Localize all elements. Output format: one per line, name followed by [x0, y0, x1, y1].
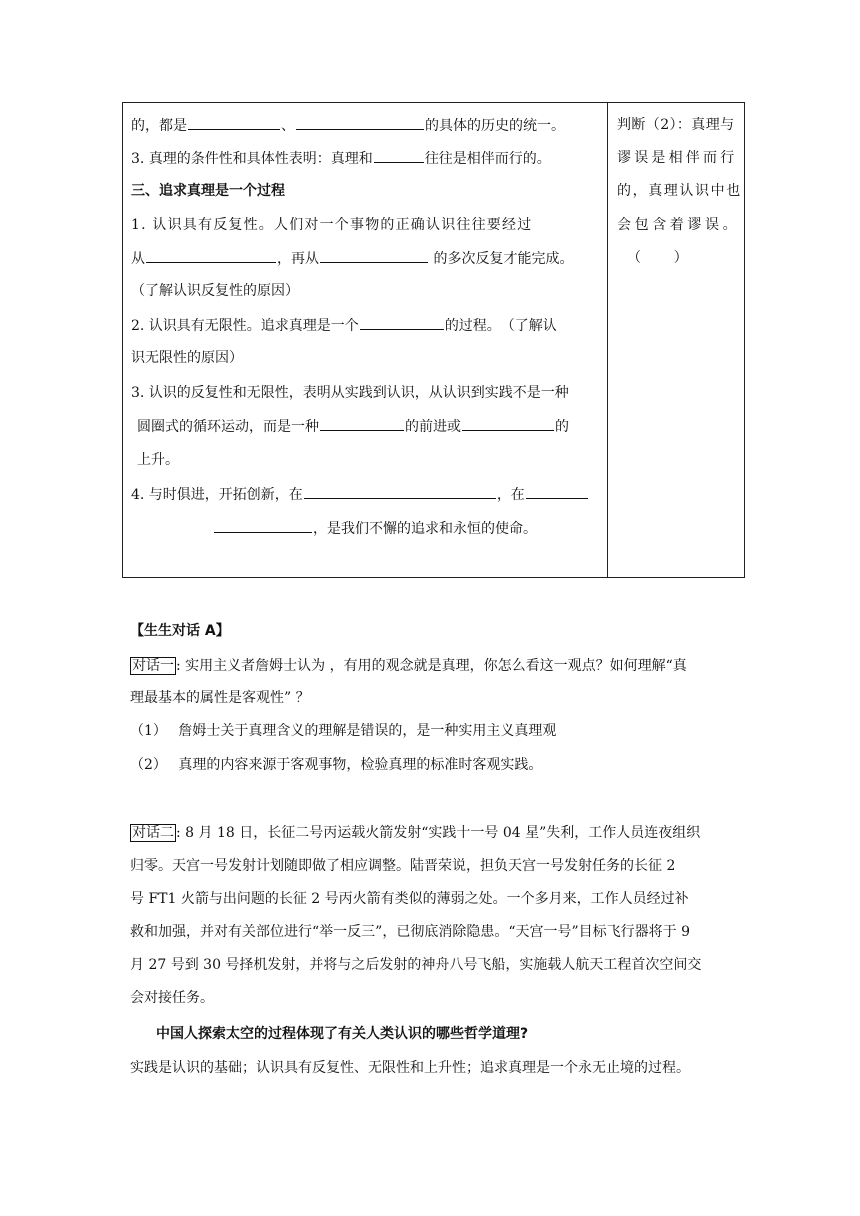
line-repetition-cont: [131, 248, 573, 269]
text: 的，都是: [131, 118, 187, 134]
text: ，是我们不懈的追求和永恒的使命。: [313, 521, 537, 537]
text: 的: [555, 419, 569, 435]
text: ，在: [496, 487, 525, 503]
blank-field[interactable]: [146, 248, 276, 263]
blank-field[interactable]: [360, 315, 444, 330]
text: 2. 认识具有无限性。追求真理是一个: [131, 318, 359, 334]
dialogue-2-line: 月 27 号到 30 号择机发射，并将与之后发射的神舟八号飞船，实施载人航天工程首次空间交: [130, 957, 702, 973]
line-conditionality: [131, 148, 551, 169]
blank-field[interactable]: [296, 115, 424, 130]
text: : 实用主义者詹姆士认为 ，有用的观念就是真理，你怎么看这一观点？如何理解“真: [176, 658, 687, 674]
study-table: [122, 102, 745, 578]
blank-field[interactable]: [462, 416, 554, 431]
section-title: 三、追求真理是一个过程: [131, 183, 285, 199]
text: ，再从: [277, 251, 319, 267]
text: 的过程。 （了解认: [444, 318, 557, 334]
dialogue-2-line: 归零。天宫一号发射计划随即做了相应调整。陆晋荣说，担负天宫一号发射任务的长征 2: [130, 858, 676, 874]
question: 中国人探索太空的过程体现了有关人类认识的哪些哲学道理?: [156, 1026, 529, 1042]
line-cycle-cont: [137, 416, 569, 437]
side-text: 会包含着谬误。: [617, 217, 741, 233]
answer: 实践是认识的基础；认识具有反复性、无限性和上升性；追求真理是一个永无止境的过程。: [130, 1060, 690, 1076]
dialogue-1-answer: （2） 真理的内容来源于客观事物，检验真理的标准时客观实践。: [130, 757, 543, 773]
side-text: 的，真理认识中也: [617, 183, 742, 199]
line-truth-unity: [131, 115, 565, 136]
dialogue-2-line: 号 FT1 火箭与出问题的长征 2 号丙火箭有类似的薄弱之处。一个多月来，工作人员经过补: [130, 891, 689, 907]
text: : 8 月 18 日，长征二号丙运载火箭发射“实践十一号 04 星”失利，工作人员连夜组织: [176, 825, 701, 841]
text: 的前进或: [405, 419, 461, 435]
text: 4. 与时俱进，开拓创新，在: [131, 487, 303, 503]
line-innovation: [131, 484, 589, 505]
dialogue-heading: 【生生对话 A】: [130, 623, 230, 639]
blank-field[interactable]: [374, 148, 424, 163]
blank-field[interactable]: [526, 484, 588, 499]
text: 的具体的历史的统一。: [425, 118, 565, 134]
line-innovation-cont: [213, 518, 537, 539]
text: 的多次反复才能完成。: [429, 251, 574, 267]
dialogue-1-label: 对话一: [132, 658, 174, 674]
column-divider: [607, 103, 608, 577]
text: 圆圈式的循环运动，而是一种: [137, 419, 319, 435]
dialogue-2-label: 对话二: [132, 825, 174, 841]
answer-bracket[interactable]: （ ）: [627, 250, 690, 266]
line-note: （了解认识反复性的原因）: [131, 283, 299, 299]
dialogue-2-line: 救和加强，并对有关部位进行“举一反三”，已彻底消除隐患。“天宫一号”目标飞行器将于 9: [130, 924, 690, 940]
blank-field[interactable]: [304, 484, 496, 499]
blank-field[interactable]: [214, 518, 312, 533]
line-infinite: [131, 315, 557, 336]
text: 从: [131, 251, 145, 267]
dialogue-2-line: 会对接任务。: [130, 990, 214, 1006]
dialogue-1-answer: （1） 詹姆士关于真理含义的理解是错误的，是一种实用主义真理观: [130, 723, 557, 739]
dialogue-1-line: 理最基本的属性是客观性” ？: [130, 690, 310, 706]
blank-field[interactable]: [320, 416, 404, 431]
side-text: 谬误是相伴而行: [617, 150, 738, 166]
blank-field[interactable]: [320, 248, 428, 263]
text: 3. 真理的条件性和具体性表明：真理和: [131, 151, 373, 167]
line-repetition: 1. 认识具有反复性。人们对一个事物的正确认识往往要经过: [131, 217, 533, 233]
line-rise: 上升。: [137, 452, 179, 468]
dialogue-1-line: [130, 656, 687, 676]
text: 往往是相伴而行的。: [424, 151, 551, 167]
line-cycle: 3. 认识的反复性和无限性，表明从实践到认识，从认识到实践不是一种: [131, 385, 569, 401]
dialogue-2-line: [130, 823, 700, 843]
blank-field[interactable]: [188, 115, 280, 130]
side-text: 判断（2）：真理与: [617, 117, 735, 133]
line-note: 识无限性的原因）: [131, 350, 243, 366]
text: 、: [281, 118, 295, 134]
